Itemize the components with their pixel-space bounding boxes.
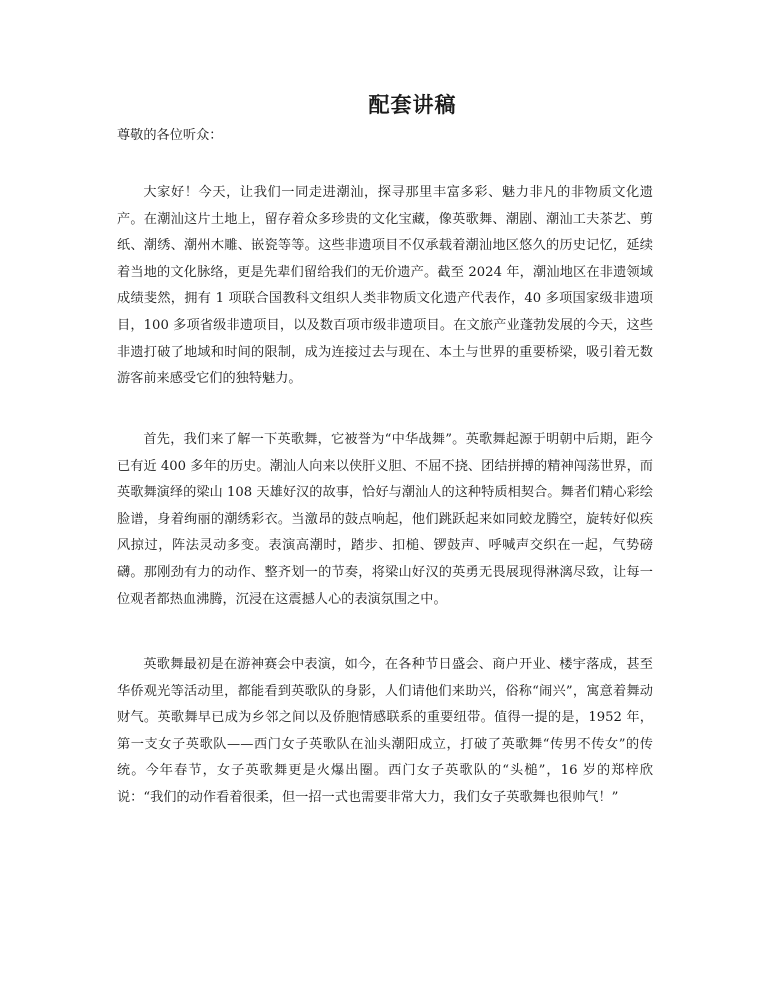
paragraph-intro: 大家好！今天，让我们一同走进潮汕，探寻那里丰富多彩、魅力非凡的非物质文化遗产。在潮汕这片土地上，留存着众多珍贵的文化宝藏，像英歌舞、潮剧、潮汕工夫茶艺、剪纸、潮绣、潮州木雕、嵌瓷等等。这些非遗项目不仅承载着潮汕地区悠久的历史记忆，延续着当地的文化脉络，更是先辈们留给我们的无价遗产。截至 2024 年，潮汕地区在非遗领域成绩斐然，拥有 1 项联合国教科文组织人类非物质文化遗产代表作，40 多项国家级非遗项目，100 多项省级非遗项目，以及数百项市级非遗项目。在文旅产业蓬勃发展的今天，这些非遗打破了地域和时间的限制，成为连接过去与现在、本土与世界的重要桥梁，吸引着无数游客前来感受它们的独特魅力。 [117, 185, 653, 387]
paragraph-yingge-today: 英歌舞最初是在游神赛会中表演，如今，在各种节日盛会、商户开业、楼宇落成，甚至华侨观光等活动里，都能看到英歌队的身影，人们请他们来助兴，俗称“闹兴”，寓意着舞动财气。英歌舞早已成为乡邻之间以及侨胞情感联系的重要纽带。值得一提的是，1952 年，第一支女子英歌队——西门女子英歌队在汕头潮阳成立，打破了英歌舞“传男不传女”的传统。今年春节，女子英歌舞更是火爆出圈。西门女子英歌队的“头槌”，16 岁的郑梓欣说：“我们的动作看着很柔，但一招一式也需要非常大力，我们女子英歌舞也很帅气！” [117, 657, 653, 805]
salutation: 尊敬的各位听众： [117, 128, 223, 143]
paragraph-yingge-origin: 首先，我们来了解一下英歌舞，它被誉为“中华战舞”。英歌舞起源于明朝中后期，距今已有近 400 多年的历史。潮汕人向来以侠肝义胆、不屈不挠、团结拼搏的精神闯荡世界，而英歌舞演绎的梁山 108 天雄好汉的故事，恰好与潮汕人的这种特质相契合。舞者们精心彩绘脸谱，身着绚丽的潮绣彩衣。当激昂的鼓点响起，他们跳跃起来如同蛟龙腾空，旋转好似疾风掠过，阵法灵动多变。表演高潮时，踏步、扣槌、锣鼓声、呼喊声交织在一起，气势磅礴。那刚劲有力的动作、整齐划一的节奏，将梁山好汉的英勇无畏展现得淋漓尽致，让每一位观者都热血沸腾，沉浸在这震撼人心的表演氛围之中。 [117, 432, 653, 607]
page-title: 配套讲稿 [368, 92, 457, 117]
